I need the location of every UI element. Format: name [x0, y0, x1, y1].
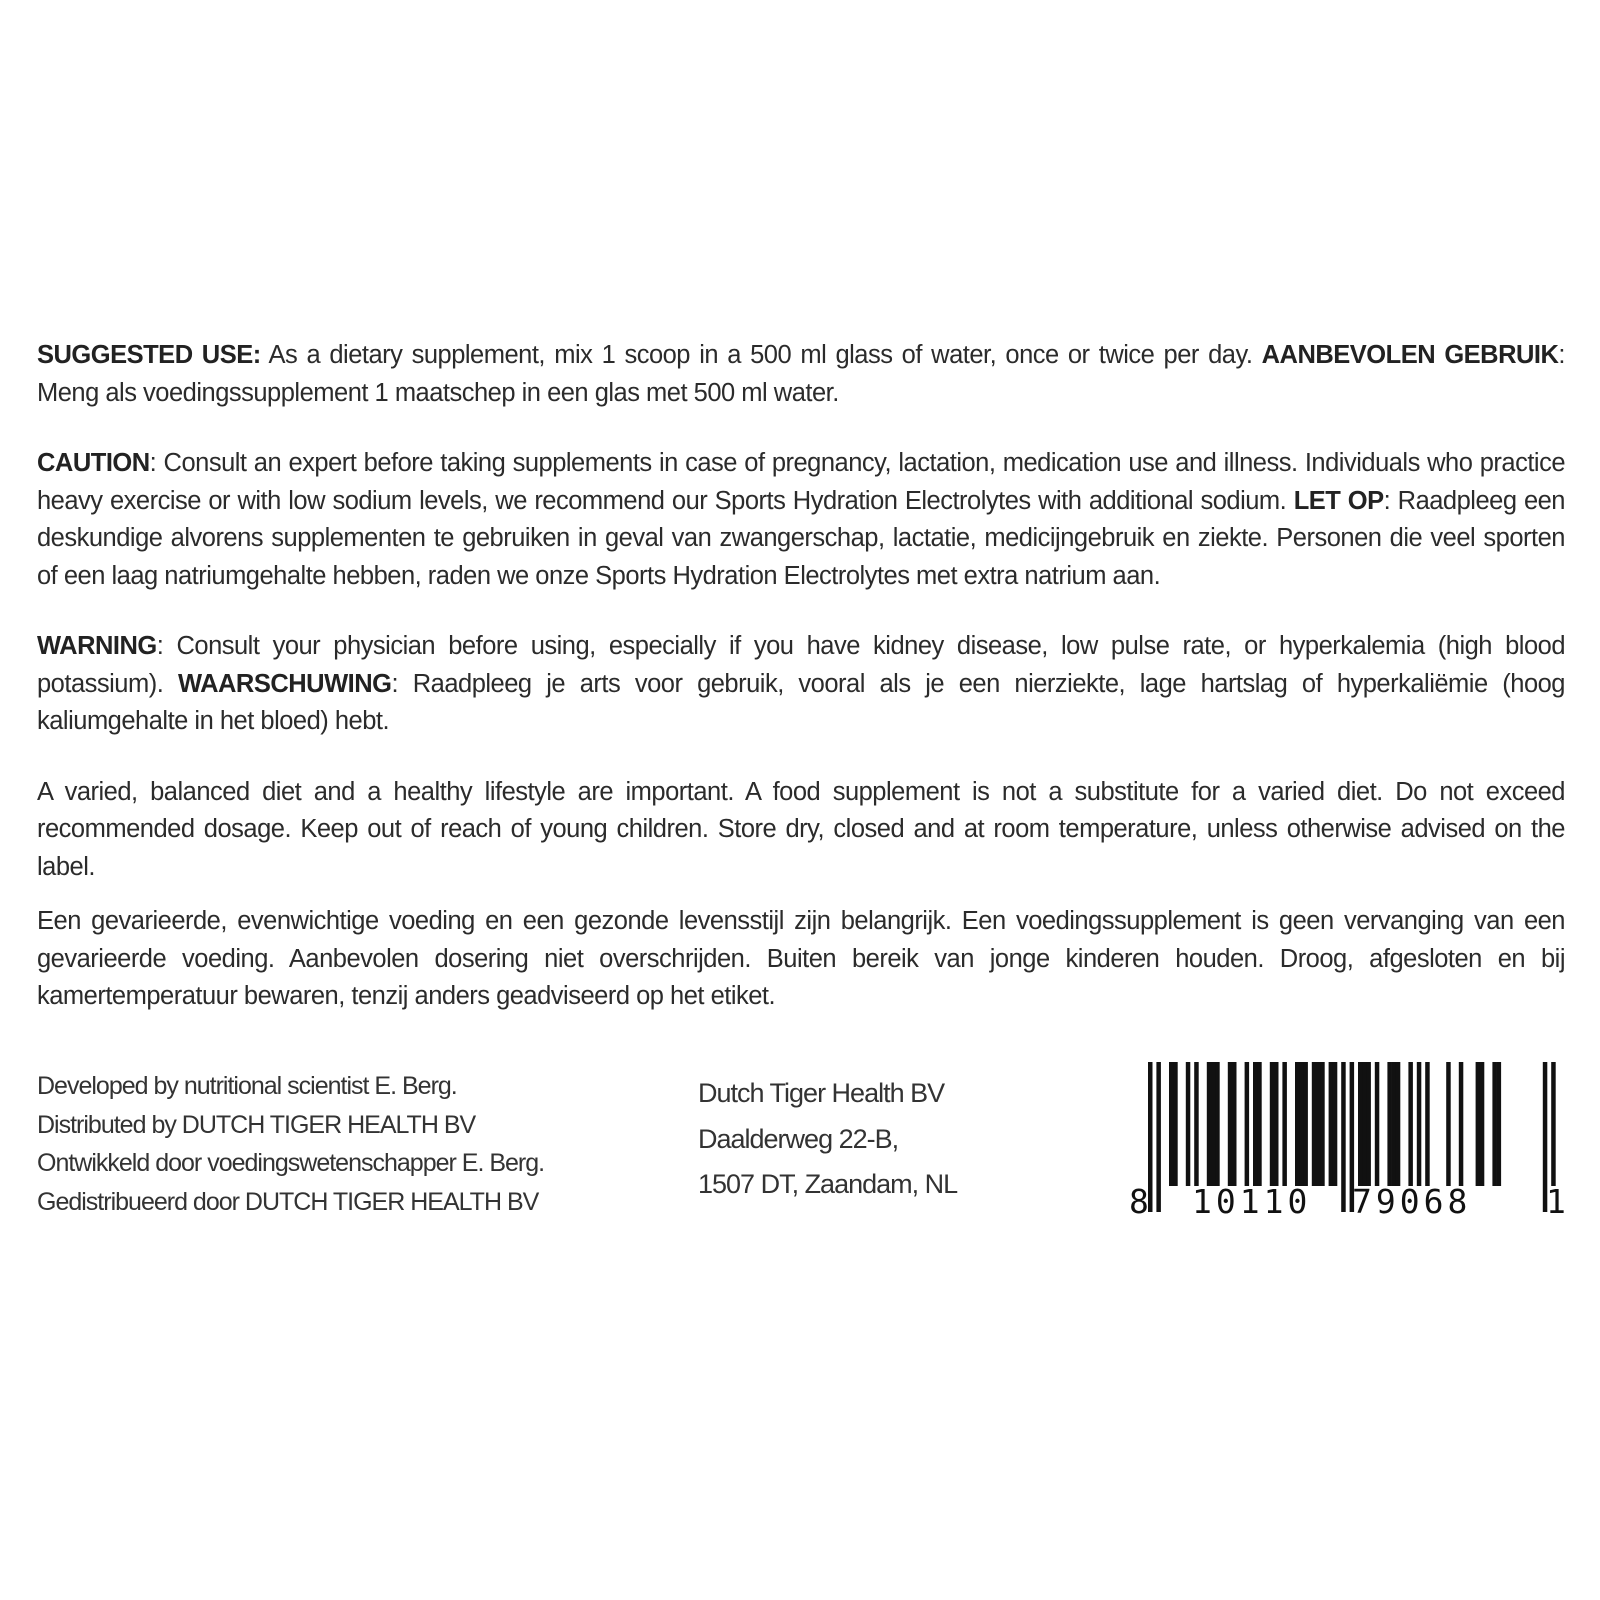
- let-op-text: : Raadpleeg een deskundige alvorens supplementen te gebruiken in geval van zwangerschap, lactatie, medicijngebruik en ziekte. Personen die veel sporten of een laag natriumgehalte hebben, raden we onze Sports Hydration Electrolytes met extra natrium aan.: [37, 486, 1565, 590]
- barcode-lead-digit: 8: [1129, 1182, 1153, 1221]
- suggested-use-heading: SUGGESTED USE:: [37, 341, 261, 369]
- barcode-bar: [1312, 1062, 1317, 1186]
- caution-heading: CAUTION: [37, 449, 150, 477]
- barcode-bar: [1476, 1062, 1481, 1186]
- barcode-bar: [1274, 1062, 1279, 1186]
- barcode-right-digits: 79068: [1352, 1182, 1472, 1221]
- credit-line: Developed by nutritional scientist E. Berg.: [37, 1072, 457, 1100]
- barcode-bar: [1228, 1062, 1233, 1186]
- barcode-bar: [1194, 1062, 1199, 1186]
- barcode-bar: [1303, 1062, 1308, 1186]
- barcode-bar: [1366, 1062, 1371, 1186]
- waarschuwing-heading: WAARSCHUWING: [177, 669, 392, 698]
- barcode-bar: [1211, 1062, 1216, 1186]
- barcode-bar: [1446, 1062, 1451, 1186]
- barcode-bar: [1270, 1062, 1275, 1186]
- barcode-bar: [1169, 1062, 1174, 1186]
- barcode-bar: [1387, 1062, 1392, 1186]
- barcode-bar: [1320, 1062, 1325, 1186]
- credit-line: Gedistribueerd door DUTCH TIGER HEALTH BV: [37, 1187, 539, 1216]
- caution-paragraph: [37, 445, 1565, 595]
- barcode-left-digits: 10110: [1192, 1182, 1312, 1221]
- warning-text: : Consult your physician before using, especially if you have kidney disease, low pulse rate, or hyperkalemia (high blood potassium).: [37, 632, 1565, 698]
- barcode-check-digit: 1: [1546, 1182, 1570, 1221]
- barcode-bar: [1341, 1062, 1346, 1212]
- barcode-bar: [1215, 1062, 1220, 1186]
- barcode-bar: [1156, 1062, 1161, 1212]
- label-text-block: [37, 337, 1565, 1016]
- barcode-bar: [1497, 1062, 1502, 1186]
- street-address: Daalderweg 22-B,: [698, 1123, 899, 1154]
- barcode-bar: [1362, 1062, 1367, 1186]
- diet-paragraph-nl: Een gevarieerde, evenwichtige voeding en een gezonde levensstijl zijn belangrijk. Een voedingssupplement is geen vervanging van een gevarieerde voeding. Aanbevolen dosering niet overschrijden. Buiten bereik van jonge kinderen houden. Droog, afgesloten en bij kamertemperatuur bewaren, tenzij anders geadviseerd op het etiket.: [37, 907, 1565, 1010]
- barcode-bar: [1232, 1062, 1237, 1186]
- barcode-bar: [1417, 1062, 1422, 1186]
- barcode-bar: [1480, 1062, 1485, 1186]
- diet-paragraph-en: A varied, balanced diet and a healthy lifestyle are important. A food supplement is not a substitute for a varied diet. Do not exceed recommended dosage. Keep out of reach of young children. Store dry, closed and at room temperature, unless otherwise advised on the label.: [37, 777, 1565, 881]
- barcode-bar: [1299, 1062, 1304, 1186]
- caution-text: : Consult an expert before taking supplements in case of pregnancy, lactation, medication use and illness. Individuals who practice heavy exercise or with low sodium levels, we recommend our Sports Hydration Electrolytes with additional sodium.: [37, 449, 1565, 515]
- barcode-bar: [1375, 1062, 1380, 1186]
- barcode-bar: [1392, 1062, 1397, 1186]
- company-name: Dutch Tiger Health BV: [698, 1078, 945, 1108]
- barcode-bar: [1425, 1062, 1430, 1186]
- barcode-bar: [1245, 1062, 1250, 1186]
- barcode-bar: [1253, 1062, 1258, 1186]
- barcode-bar: [1408, 1062, 1413, 1186]
- barcode-bar: [1358, 1062, 1363, 1186]
- barcode-bar: [1551, 1062, 1556, 1186]
- credit-line: Distributed by DUTCH TIGER HEALTH BV: [37, 1110, 476, 1139]
- warning-heading: WARNING: [37, 632, 157, 660]
- barcode-bar: [1207, 1062, 1212, 1186]
- barcode-bar: [1295, 1062, 1300, 1186]
- credit-line: Ontwikkeld door voedingswetenschapper E. Berg.: [37, 1149, 545, 1177]
- waarschuwing-text: : Raadpleeg je arts voor gebruik, vooral als je een nierziekte, lage hartslag of hyperkaliëmie (hoog kaliumgehalte in het bloed) hebt.: [37, 669, 1565, 735]
- barcode-bar: [1459, 1062, 1464, 1186]
- barcode-bar: [1492, 1062, 1497, 1186]
- postal-city: 1507 DT, Zaandam, NL: [698, 1169, 958, 1199]
- barcode-bar: [1333, 1062, 1338, 1186]
- aanbevolen-gebruik-heading: AANBEVOLEN GEBRUIK: [1261, 341, 1559, 369]
- warning-paragraph: [37, 628, 1565, 741]
- credits-block: [37, 1067, 544, 1221]
- barcode-bar: [1173, 1062, 1178, 1186]
- barcode-bar: [1282, 1062, 1287, 1186]
- barcode-bar: [1316, 1062, 1321, 1186]
- barcode-bar: [1396, 1062, 1401, 1186]
- barcode-bar: [1257, 1062, 1262, 1186]
- let-op-heading: LET OP: [1293, 486, 1384, 515]
- barcode-bar: [1186, 1062, 1191, 1186]
- aanbevolen-gebruik-text: : Meng als voedingssupplement 1 maatschep in een glas met 500 ml water.: [37, 341, 1566, 407]
- address-block: [698, 1071, 957, 1208]
- suggested-use-text: As a dietary supplement, mix 1 scoop in a 500 ml glass of water, once or twice per day.: [260, 341, 1262, 369]
- suggested-use-paragraph: [37, 337, 1565, 412]
- barcode-bar: [1329, 1062, 1334, 1186]
